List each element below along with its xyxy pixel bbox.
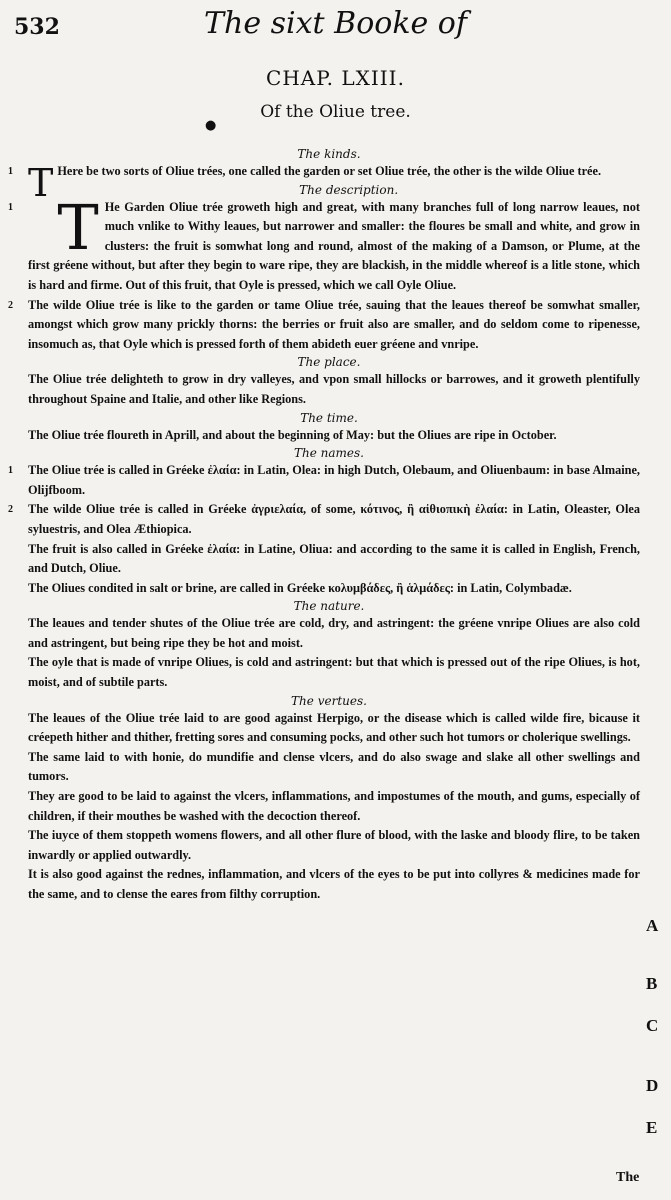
paragraph-text: The wilde Oliue trée is called in Gréeke ἀγριελαία, of some, κότινος, ἢ αἰθιοπικὴ ἐλαία: in Latin, Oleaster, Olea syluestris, and Olea Æthiopica.: [28, 502, 640, 536]
paragraph-description-1: [8, 190, 640, 296]
paragraph-vertues-5: [18, 865, 640, 904]
margin-letter-e: E: [646, 1118, 658, 1137]
page-number: 532: [14, 14, 60, 40]
section-heading-nature: The nature.: [293, 599, 365, 614]
paragraph-number: 1: [8, 201, 13, 213]
paragraph-names-4: [18, 579, 640, 599]
running-title: The sixt Booke of: [204, 6, 467, 41]
paragraph-nature-1: [18, 614, 640, 653]
paragraph-vertues-1: [18, 709, 640, 748]
paragraph-text: The Oliue trée delighteth to grow in dry valleyes, and vpon small hillocks or barrowes, and it groweth plentifully throughout Spaine and Italie, and other like Regions.: [28, 372, 640, 406]
paragraph-place-1: [18, 370, 640, 409]
margin-letter-d: D: [646, 1076, 659, 1095]
paragraph-text: It is also good against the rednes, inflammation, and vlcers of the eyes to be put into collyres & medicines made for the same, and to clense the eares from filthy corruption.: [28, 867, 640, 901]
paragraph-text: The oyle that is made of vnripe Oliues, is cold and astringent: but that which is pressed out of the ripe Oliues, is hot, moist, and of subtile parts.: [28, 655, 640, 690]
drop-cap: T: [28, 161, 54, 205]
section-heading-time: The time.: [300, 410, 358, 425]
paragraph-names-3: [18, 540, 640, 579]
paragraph-names-2: [8, 500, 640, 539]
section-heading-names: The names.: [294, 446, 364, 461]
section-heading-description: The description.: [299, 182, 399, 197]
margin-letter-c: C: [646, 1016, 659, 1035]
margin-letter-a: A: [646, 916, 659, 935]
paragraph-text: The wilde Oliue trée is like to the garden or tame Oliue trée, sauing that the leaues thereof be somwhat smaller, amongst which grow many prickly thorns: the berries or fruit also are smaller, and do seldom come to ripenesse, insomuch as, that Oyle which is pressed forth of them abideth euer gréene and vnripe.: [28, 297, 640, 351]
paragraph-text: The same laid to with honie, do mundifie and clense vlcers, and do also swage and slake all other swellings and tumors.: [28, 749, 640, 784]
paragraph-description-2: [8, 296, 640, 355]
drop-cap: T: [57, 190, 99, 264]
paragraph-names-1: [8, 461, 640, 500]
paragraph-number: 2: [8, 504, 13, 516]
chapter-title: Of the Oliue tree.: [260, 102, 411, 122]
paragraph-time-1: [18, 426, 640, 446]
paragraph-nature-2: [18, 653, 640, 692]
chapter-number: CHAP. LXIII.: [266, 66, 405, 90]
paragraph-text: The iuyce of them stoppeth womens flowers, and all other flure of blood, with the laske and bloody flire, to be taken inwardly or applied outwardly.: [28, 828, 640, 862]
paragraph-text: The Oliue trée is called in Gréeke ἐλαία: in Latin, Olea: in high Dutch, Olebaum, and Oliuenbaum: in base Almaine, Olijfboom.: [28, 463, 640, 497]
paragraph-text: The fruit is also called in Gréeke ἐλαία: in Latine, Oliua: and according to the same it is called in English, French, and Dutch, Oliue.: [28, 541, 640, 576]
paragraph-text: The Oliue trée floureth in Aprill, and about the beginning of May: but the Oliues are ripe in October.: [28, 427, 557, 442]
section-heading-place: The place.: [297, 355, 361, 370]
paragraph-text: He Garden Oliue trée groweth high and great, with many branches full of long narrow leaues, not much vnlike to Withy leaues, but narrower and smaller: the floures be small and white, and grow in clusters: the fruit is somwhat long and round, almost of the making of a Damson, or Plume, at the first gréene without, but after they begin to ware ripe, they are blackish, in the middle whereof is a litle stone, which is hard and firme. Out of this fruit, that Oyle is pressed, which we call Oyle Oliue.: [28, 199, 640, 292]
paragraph-text: The Oliues condited in salt or brine, are called in Gréeke κολυμβάδες, ἢ ἁλμάδες: in Latin, Colymbadæ.: [28, 580, 572, 595]
bullet-mark: ●: [205, 118, 217, 133]
paragraph-vertues-2: [18, 748, 640, 787]
paragraph-text: Here be two sorts of Oliue trées, one called the garden or set Oliue trée, the other is the wilde Oliue trée.: [57, 164, 602, 178]
section-heading-kinds: The kinds.: [297, 147, 361, 161]
paragraph-number: 1: [8, 465, 13, 477]
paragraph-number: 1: [8, 166, 13, 177]
paragraph-vertues-4: [18, 826, 640, 865]
margin-letter-b: B: [646, 974, 658, 993]
paragraph-text: The leaues of the Oliue trée laid to are good against Herpigo, or the disease which is called wilde fire, bicause it créepeth hither and thither, fretting sores and consuming pocks, and other such hot tumors or cholerique swellings.: [28, 710, 640, 745]
paragraph-number: 2: [8, 299, 13, 311]
section-heading-vertues: The vertues.: [291, 693, 367, 708]
catchword: The: [616, 1170, 640, 1185]
paragraph-text: The leaues and tender shutes of the Oliue trée are cold, dry, and astringent: the gréene vnripe Oliues are also cold and astringent, but being ripe they be hot and moist.: [28, 616, 640, 650]
chapter-body: [8, 146, 640, 905]
paragraph-text: They are good to be laid to against the vlcers, inflammations, and impostumes of the mouth, and gums, especially of children, if their mouthes be washed with the decoction thereof.: [28, 789, 640, 823]
paragraph-vertues-3: [18, 787, 640, 826]
